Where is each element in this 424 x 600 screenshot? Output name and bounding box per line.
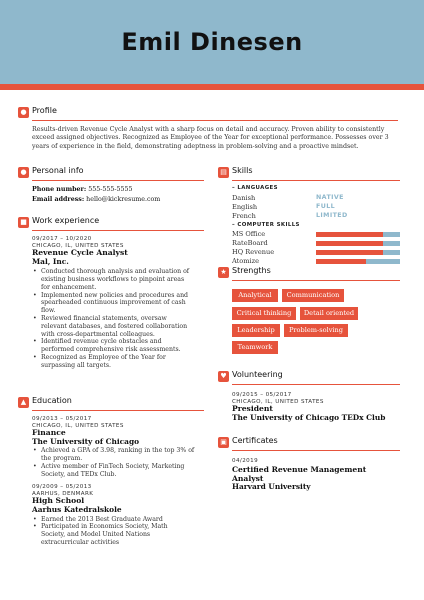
strength-tag: Communication <box>282 289 344 302</box>
section-divider <box>32 120 398 121</box>
person-icon: ● <box>18 107 29 118</box>
person-icon: ● <box>18 167 29 178</box>
computer-skills-label: – COMPUTER SKILLS <box>232 222 300 228</box>
heart-icon: ♥ <box>218 371 229 382</box>
section-divider <box>232 280 400 281</box>
degree: High School <box>32 496 85 506</box>
section-title: Skills <box>232 166 253 175</box>
section-divider <box>232 384 400 385</box>
skill-row: HQ Revenue <box>232 248 400 257</box>
skill-level-fill <box>316 259 366 264</box>
section-divider <box>32 410 204 411</box>
certificate-name: Certified Revenue Management Analyst <box>232 465 367 483</box>
section-divider <box>232 180 400 181</box>
language-row: Danish NATIVE <box>232 194 344 202</box>
section-title: Profile <box>32 106 57 115</box>
languages-list <box>232 194 400 221</box>
list-item: • Achieved a GPA of 3.98, ranking in the top 3% of the program. <box>32 447 204 463</box>
section-title: Work experience <box>32 216 100 225</box>
list-item: • Implemented new policies and procedures and spearheaded continuous improvement of cash flow. <box>32 292 204 315</box>
phone-number: 555-555-5555 <box>88 186 133 193</box>
clipboard-icon: ▤ <box>218 167 229 178</box>
certificate-issuer: Harvard University <box>232 482 311 492</box>
strength-tag: Teamwork <box>232 341 278 354</box>
skill-level-bar <box>316 250 400 255</box>
skill-level-fill <box>316 232 383 237</box>
briefcase-icon: ■ <box>18 217 29 228</box>
section-title: Personal info <box>32 166 84 175</box>
company-name: Mal, Inc. <box>32 256 69 266</box>
strength-tag: Critical thinking <box>232 307 296 320</box>
language-row: French LIMITED <box>232 212 348 220</box>
strength-tag: Detail oriented <box>300 307 358 320</box>
work-location: CHICAGO, IL, UNITED STATES <box>32 243 124 249</box>
certificates-section <box>218 437 400 492</box>
school-name: Aarhus Katedralskole <box>32 504 122 514</box>
skill-level-bar <box>316 259 400 264</box>
list-item: • Conducted thorough analysis and evaluation of existing business workflows to pinpoint areas for enhancement. <box>32 268 204 291</box>
skill-level-bar <box>316 241 400 246</box>
personal-info-section <box>18 167 204 205</box>
list-item: • Participated in Economics Society, Math Society, and Model United Nations extracurricular activities <box>32 523 204 546</box>
graduation-cap-icon: ▲ <box>18 397 29 408</box>
computer-skills-list <box>232 230 400 266</box>
work-experience-section <box>18 217 204 370</box>
work-dates: 09/2017 – 10/2020 <box>32 236 92 242</box>
certificate-date: 04/2019 <box>232 458 259 464</box>
section-title: Education <box>32 396 72 405</box>
list-item: • Reviewed financial statements, oversaw relevant databases, and fostered collaboration with cross-departmental colleagues. <box>32 315 204 338</box>
star-icon: ★ <box>218 267 229 278</box>
volunteering-location: CHICAGO, IL, UNITED STATES <box>232 399 324 405</box>
email-address[interactable]: hello@kickresume.com <box>86 196 161 203</box>
skill-level-bar <box>316 232 400 237</box>
list-item: • Earned the 2013 Best Graduate Award <box>32 516 204 524</box>
language-row: English FULL <box>232 203 336 211</box>
section-divider <box>32 230 204 231</box>
candidate-name: Emil Dinesen <box>121 28 303 56</box>
volunteering-org: The University of Chicago TEDx Club <box>232 412 386 422</box>
education-section <box>18 397 204 547</box>
phone-row: Phone number: 555-555-5555 <box>32 186 133 193</box>
section-title: Volunteering <box>232 370 283 379</box>
work-bullets <box>32 268 204 369</box>
strengths-section <box>218 267 400 281</box>
education-entry: 09/2013 – 05/2017 CHICAGO, IL, UNITED STATES Finance The University of Chicago • Achieved a GPA of 3.98, ranking in the top 3% of the program. • Active member of FinTech Society, Marketing Society, and TEDx Club. <box>32 416 204 478</box>
volunteering-role: President <box>232 404 273 413</box>
skill-row: Atomize <box>232 257 400 266</box>
skills-section <box>218 167 400 266</box>
degree: Finance <box>32 428 66 437</box>
section-title: Certificates <box>232 436 278 445</box>
section-divider <box>232 450 400 451</box>
volunteering-section <box>218 371 400 422</box>
section-title: Strengths <box>232 266 271 275</box>
certificate-icon: ▣ <box>218 437 229 448</box>
strength-tag: Problem-solving <box>284 324 348 337</box>
email-row: Email address: hello@kickresume.com <box>32 196 161 203</box>
education-entry: 09/2009 – 05/2013 AARHUS, DENMARK High School Aarhus Katedralskole • Earned the 2013 Best Graduate Award • Participated in Economics Society, Math Society, and Model United Nations extracurricular activities <box>32 484 204 546</box>
list-item: • Identified revenue cycle obstacles and performed comprehensive risk assessments. <box>32 338 204 354</box>
list-item: • Recognized as Employee of the Year for surpassing all targets. <box>32 354 204 370</box>
header-accent-bar <box>0 84 424 90</box>
volunteering-dates: 09/2015 – 05/2017 <box>232 392 292 398</box>
strength-tag: Leadership <box>232 324 280 337</box>
school-name: The University of Chicago <box>32 436 140 446</box>
skill-row: RateBoard <box>232 239 400 248</box>
job-title: Revenue Cycle Analyst <box>32 248 128 257</box>
skill-row: MS Office <box>232 230 400 239</box>
languages-label: – LANGUAGES <box>232 185 278 191</box>
section-divider <box>32 180 204 181</box>
skill-level-fill <box>316 250 383 255</box>
strength-tag: Analytical <box>232 289 278 302</box>
profile-summary: Results-driven Revenue Cycle Analyst with a sharp focus on detail and accuracy. Proven ability to consistently exceed assigned objectives. Recognized as Employee of the Year for exceptional performance. Possesses over 3 years of experience in the field, demonstrating adeptness in problem-solving and a proactive mindset. <box>32 126 389 150</box>
skill-level-fill <box>316 241 383 246</box>
list-item: • Active member of FinTech Society, Marketing Society, and TEDx Club. <box>32 463 204 479</box>
profile-section <box>18 107 398 151</box>
